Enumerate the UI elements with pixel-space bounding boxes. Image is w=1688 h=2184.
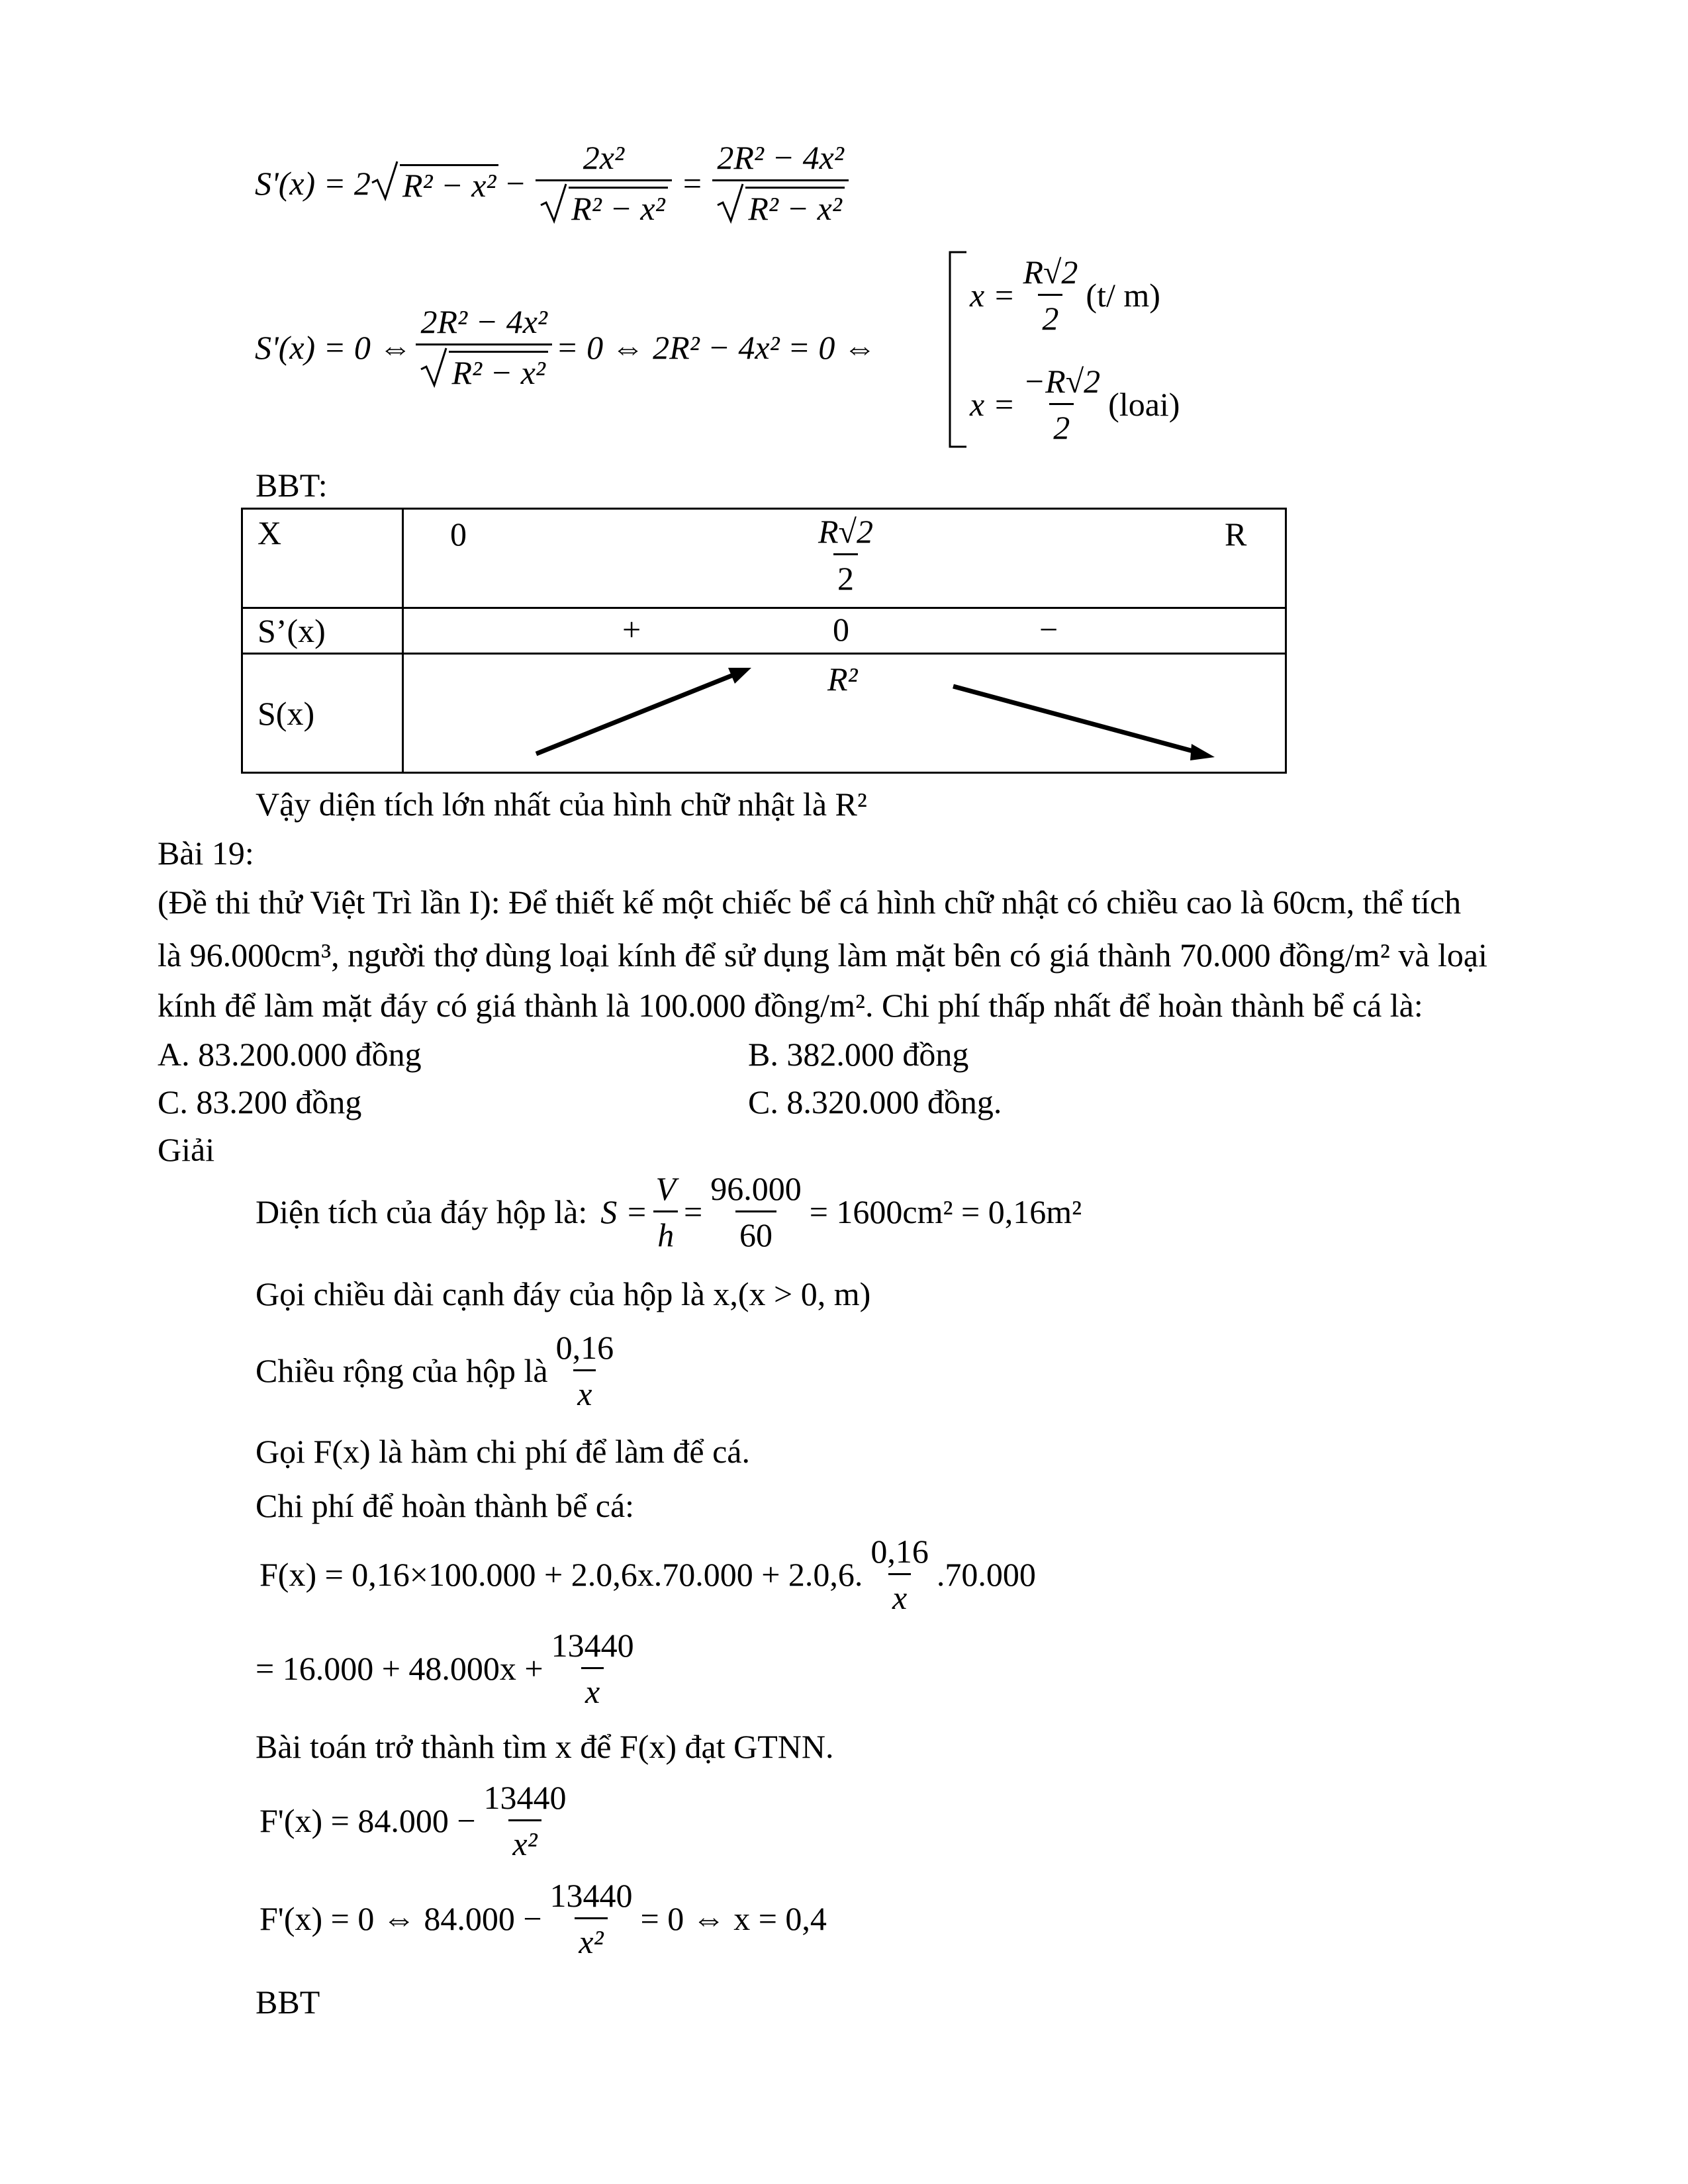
problem-line-2: là 96.000cm³, người thợ dùng loại kính để sử dụng làm mặt bên có giá thành 70.000 đồng/m² và loại: [158, 936, 1487, 974]
area-frac-1: [651, 1171, 680, 1252]
x-start: 0: [450, 516, 467, 553]
cost2-den: x: [581, 1667, 604, 1709]
row-x-values: [403, 509, 1286, 608]
row-deriv-header: S’(x): [242, 608, 403, 654]
x-mid-num: R√2: [818, 513, 873, 550]
cost2-frac: [547, 1628, 638, 1709]
fzero-num: 13440: [549, 1877, 633, 1914]
row-x-header: X: [242, 509, 403, 608]
problem-line-3: kính để làm mặt đáy có giá thành là 100.000 đồng/m². Chi phí thấp nhất để hoàn thành bể cá là:: [158, 987, 1423, 1024]
derivative-zero-lhs: S'(x) = 0 ⇔: [255, 328, 412, 366]
root-2-num: −R√2: [1023, 363, 1101, 400]
root-2-x: x =: [970, 386, 1015, 423]
sqrt-radical-1: [371, 164, 498, 202]
goal-line: Bài toán trở thành tìm x để F(x) đạt GTNN.: [256, 1728, 834, 1765]
problem-title: Bài 19:: [158, 835, 254, 872]
fraction-3-num: 2R² − 4x²: [420, 303, 547, 340]
root-1-den: 2: [1038, 294, 1062, 336]
cost-frac: [867, 1534, 933, 1615]
length-line: Gọi chiều dài cạnh đáy của hộp là x,(x > 0, m): [256, 1275, 871, 1312]
root-2-den: 2: [1049, 403, 1074, 445]
fzero-frac: [546, 1878, 637, 1959]
area-frac-2: [706, 1171, 806, 1252]
root-2-fraction: [1019, 364, 1104, 445]
root-1-x: x =: [970, 277, 1015, 314]
bracket-icon: [947, 250, 973, 449]
fraction-3: [416, 304, 551, 390]
fraction-2-den: R² − x²: [745, 187, 844, 226]
radical-sign-icon: [539, 183, 569, 224]
area-frac-1-den: h: [653, 1210, 678, 1253]
radical-sign-icon: [716, 183, 745, 224]
x-mid-den: 2: [833, 553, 858, 595]
width-line: [256, 1330, 622, 1411]
fraction-2: [712, 140, 848, 226]
fprime-line: [259, 1780, 575, 1861]
arrow-decrease-icon: [404, 655, 1317, 774]
area-text: Diện tích của đáy hộp là:: [256, 1193, 588, 1230]
solution-title: Giải: [158, 1131, 215, 1168]
func-line: Gọi F(x) là hàm chi phí để làm để cá.: [256, 1433, 750, 1470]
row-func-header: S(x): [242, 654, 403, 773]
root-1: [970, 255, 1160, 336]
fraction-1-num: 2x²: [583, 139, 624, 176]
root-2: [970, 364, 1180, 445]
root-1-num: R√2: [1023, 253, 1078, 291]
row-func-values: [403, 654, 1286, 773]
derivative-line-1: S'(x) = 2 R² − x² − $\frac{\text{2x²}}{\text{R² − x²}}$ = $\frac{\text{2R² − 4x²}}{\text{R² − x²}}$: [255, 140, 853, 226]
sqrt-den-2: [716, 187, 844, 226]
sign-zero: 0: [833, 611, 849, 648]
derivative-lhs: S'(x) = 2: [255, 164, 371, 202]
max-value: R²: [827, 660, 858, 698]
width-text: Chiều rộng của hộp là: [256, 1352, 548, 1389]
width-frac: [552, 1330, 618, 1411]
cost-frac-num: 0,16: [870, 1533, 929, 1570]
variation-table: [241, 508, 1287, 774]
cost-formula-2: [256, 1628, 642, 1709]
area-line: Diện tích của đáy hộp là: S = $\frac{V}{h}$ = $\frac{96.000}{60}$ = 1600cm² = 0,16m²: [256, 1170, 1082, 1253]
root-1-fraction: [1019, 255, 1082, 336]
cost-formula-1: [259, 1534, 1036, 1615]
derivative-line-2: [255, 304, 876, 390]
radical-sign-icon: [371, 160, 400, 201]
cost-lhs: F(x) = 0,16×100.000 + 2.0,6x.70.000 + 2.0,6.: [259, 1556, 863, 1593]
fzero-rhs: = 0 ⇔ x = 0,4: [640, 1900, 827, 1937]
option-d: C. 8.320.000 đồng.: [748, 1083, 1002, 1120]
x-mid: [814, 515, 877, 595]
root-2-note: (loai): [1108, 386, 1180, 423]
fprime-den: x²: [508, 1819, 541, 1862]
fzero-line: [259, 1878, 827, 1959]
width-num: 0,16: [555, 1329, 614, 1366]
conclusion-1: Vậy diện tích lớn nhất của hình chữ nhật là R²: [256, 786, 867, 823]
fraction-2-num: 2R² − 4x²: [717, 139, 844, 176]
cost2-num: 13440: [551, 1627, 634, 1664]
fzero-lhs: F'(x) = 0 ⇔ 84.000 −: [259, 1900, 542, 1937]
fprime-num: 13440: [483, 1779, 567, 1816]
radical-sign-icon: [420, 347, 449, 388]
cost-frac-den: x: [888, 1573, 911, 1615]
area-frac-2-num: 96.000: [710, 1170, 802, 1207]
width-den: x: [573, 1369, 596, 1412]
problem-line-1: (Đề thi thử Việt Trì lần I): Để thiết kế một chiếc bể cá hình chữ nhật có chiều cao là 60cm, thể tích: [158, 884, 1462, 921]
option-a: A. 83.200.000 đồng: [158, 1036, 422, 1073]
x-end: R: [1225, 516, 1247, 553]
radicand-1: R² − x²: [400, 164, 498, 202]
root-1-note: (t/ m): [1086, 277, 1160, 314]
area-rhs: = 1600cm² = 0,16m²: [809, 1193, 1082, 1230]
cost-tail: .70.000: [936, 1556, 1036, 1593]
sign-right: −: [1039, 611, 1058, 648]
option-b: B. 382.000 đồng: [748, 1036, 969, 1073]
cost-line: Chi phí để hoàn thành bể cá:: [256, 1487, 635, 1524]
area-lhs: S =: [600, 1193, 648, 1230]
sign-left: +: [622, 611, 641, 648]
cost2-lhs: = 16.000 + 48.000x +: [256, 1650, 543, 1687]
derivative-zero-mid: = 0 ⇔ 2R² − 4x² = 0 ⇔: [555, 328, 876, 366]
fprime-frac: [480, 1780, 571, 1861]
fraction-3-den: R² − x²: [449, 351, 547, 390]
sqrt-den-3: [420, 351, 547, 390]
fzero-den: x²: [575, 1917, 607, 1960]
area-frac-1-num: V: [655, 1170, 677, 1207]
bbt-label: BBT:: [256, 467, 328, 504]
bbt-label-2: BBT: [256, 1983, 320, 2021]
sqrt-den-1: [539, 187, 667, 226]
area-frac-2-den: 60: [735, 1210, 776, 1253]
row-deriv-values: [403, 608, 1286, 654]
fprime-lhs: F'(x) = 84.000 −: [259, 1802, 476, 1839]
fraction-1-den: R² − x²: [569, 187, 667, 226]
fraction-1: [536, 140, 671, 226]
option-c: C. 83.200 đồng: [158, 1083, 362, 1120]
